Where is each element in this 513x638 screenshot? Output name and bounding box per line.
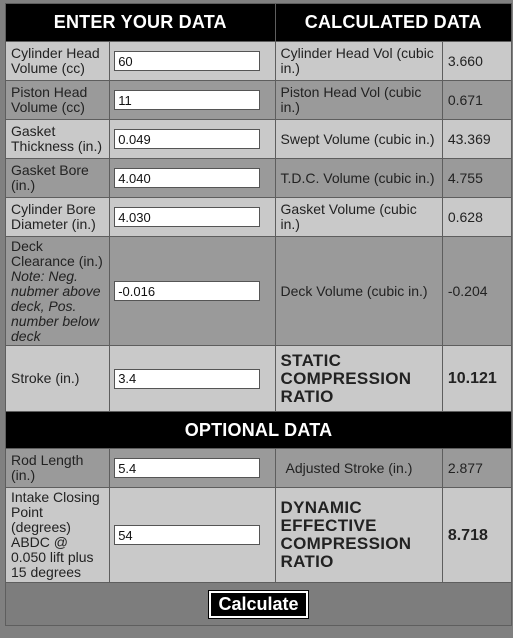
rod-length-input[interactable] bbox=[114, 458, 260, 478]
stroke-input[interactable] bbox=[114, 369, 260, 389]
adjusted-stroke-label: Adjusted Stroke (in.) bbox=[276, 449, 442, 487]
piston-head-volume-label: Piston Head Volume (cc) bbox=[6, 81, 109, 119]
deck-volume-label: Deck Volume (cubic in.) bbox=[276, 237, 442, 345]
gasket-volume-label: Gasket Volume (cubic in.) bbox=[276, 198, 442, 236]
gasket-volume-value: 0.628 bbox=[443, 198, 511, 236]
piston-head-volume-input[interactable] bbox=[114, 90, 260, 110]
calculated-data-header: CALCULATED DATA bbox=[276, 4, 511, 41]
calculate-button[interactable]: Calculate bbox=[209, 591, 307, 618]
static-compression-ratio-label: STATIC COMPRESSION RATIO bbox=[276, 346, 442, 411]
deck-volume-value: -0.204 bbox=[443, 237, 511, 345]
static-compression-ratio-value: 10.121 bbox=[443, 346, 511, 411]
adjusted-stroke-value: 2.877 bbox=[443, 449, 511, 487]
tdc-volume-label: T.D.C. Volume (cubic in.) bbox=[276, 159, 442, 197]
dynamic-compression-ratio-label: DYNAMIC EFFECTIVE COMPRESSION RATIO bbox=[276, 488, 442, 582]
swept-volume-value: 43.369 bbox=[443, 120, 511, 158]
swept-volume-label: Swept Volume (cubic in.) bbox=[276, 120, 442, 158]
intake-closing-point-label: Intake Closing Point (degrees) ABDC @ 0.050 lift plus 15 degrees bbox=[6, 488, 109, 582]
button-row bbox=[6, 583, 511, 625]
gasket-bore-input[interactable] bbox=[114, 168, 260, 188]
gasket-bore-label: Gasket Bore (in.) bbox=[6, 159, 109, 197]
deck-clearance-label: Deck Clearance (in.) bbox=[11, 237, 103, 269]
cylinder-head-volume-input[interactable] bbox=[114, 51, 260, 71]
cylinder-bore-diameter-label: Cylinder Bore Diameter (in.) bbox=[6, 198, 109, 236]
tdc-volume-value: 4.755 bbox=[443, 159, 511, 197]
gasket-thickness-input[interactable] bbox=[114, 129, 260, 149]
dynamic-compression-ratio-value: 8.718 bbox=[443, 488, 511, 582]
cylinder-head-vol-calc-value: 3.660 bbox=[443, 42, 511, 80]
piston-head-vol-calc-label: Piston Head Vol (cubic in.) bbox=[276, 81, 442, 119]
deck-clearance-cell bbox=[6, 237, 109, 345]
optional-data-header: OPTIONAL DATA bbox=[6, 412, 511, 448]
intake-closing-point-input[interactable] bbox=[114, 525, 260, 545]
deck-clearance-note: Note: Neg. nubmer above deck, Pos. number below deck bbox=[11, 267, 101, 344]
compression-calculator-table bbox=[5, 3, 512, 626]
cylinder-head-vol-calc-label: Cylinder Head Vol (cubic in.) bbox=[276, 42, 442, 80]
gasket-thickness-label: Gasket Thickness (in.) bbox=[6, 120, 109, 158]
cylinder-bore-diameter-input[interactable] bbox=[114, 207, 260, 227]
stroke-label: Stroke (in.) bbox=[6, 346, 109, 411]
piston-head-vol-calc-value: 0.671 bbox=[443, 81, 511, 119]
deck-clearance-input[interactable] bbox=[114, 281, 260, 301]
cylinder-head-volume-label: Cylinder Head Volume (cc) bbox=[6, 42, 109, 80]
rod-length-label: Rod Length (in.) bbox=[6, 449, 109, 487]
enter-data-header: ENTER YOUR DATA bbox=[6, 4, 275, 41]
